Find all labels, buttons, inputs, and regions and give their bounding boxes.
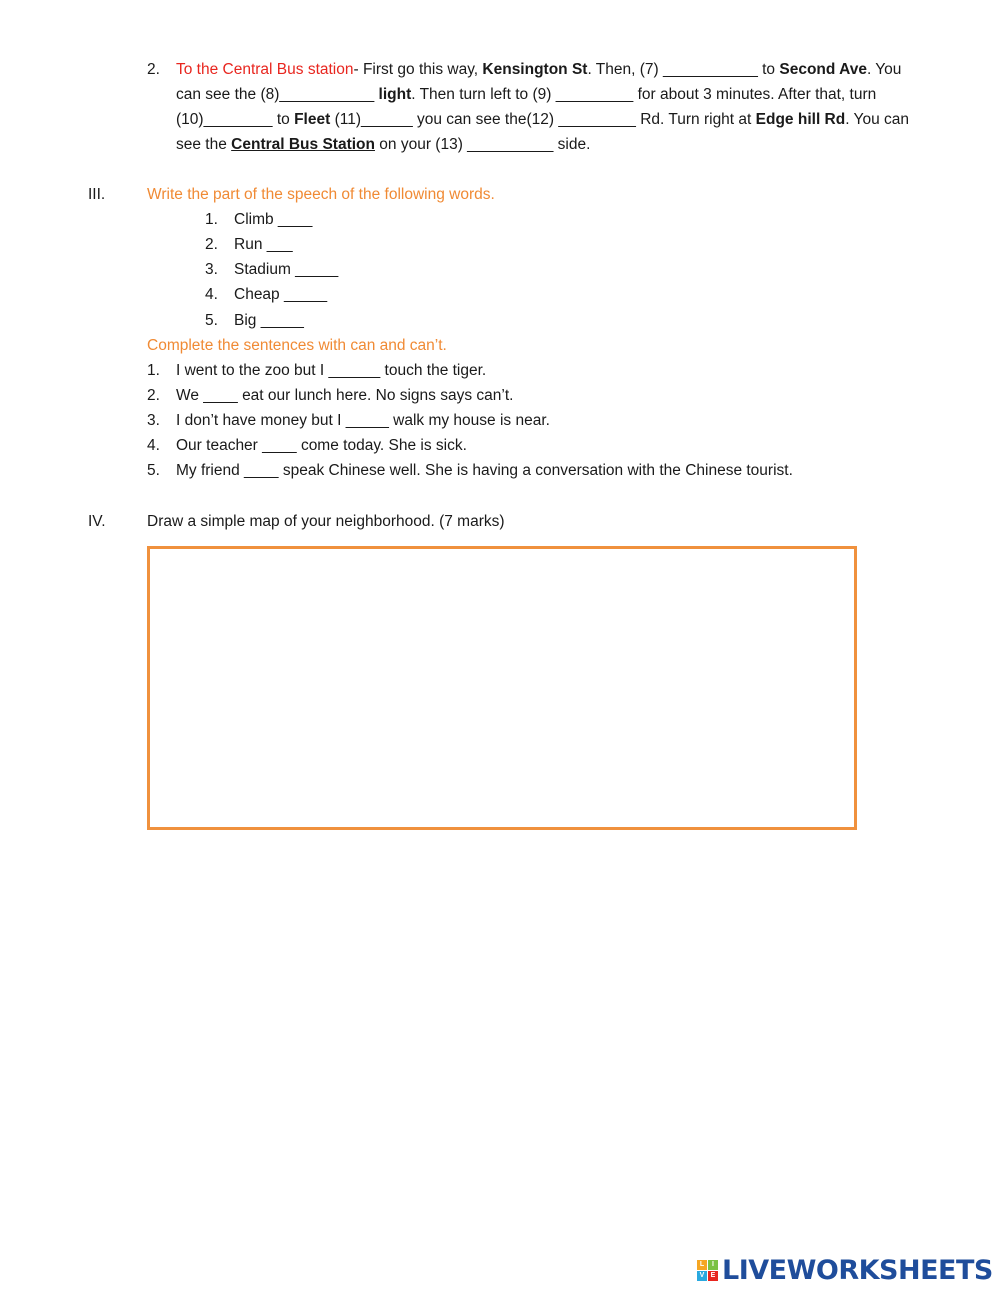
sentence-item[interactable]: I don’t have money but I _____ walk my house is near.: [176, 412, 550, 429]
street-fleet: Fleet: [294, 111, 331, 128]
logo-blocks-icon: [697, 1260, 718, 1281]
section4-numeral: IV.: [88, 513, 106, 530]
logo-block: L: [697, 1260, 707, 1270]
section3-heading: Write the part of the speech of the following words.: [147, 186, 495, 203]
section2-title: To the Central Bus station: [176, 61, 354, 78]
word-item-number: 3.: [205, 261, 218, 278]
word-item[interactable]: Stadium _____: [234, 261, 339, 278]
sentence-item[interactable]: We ____ eat our lunch here. No signs says can’t.: [176, 387, 514, 404]
text-segment: see the: [176, 136, 232, 153]
logo-text: LIVEWORKSHEETS: [722, 1254, 993, 1286]
section2-line-3: [176, 110, 909, 130]
word-item[interactable]: Cheap _____: [234, 286, 328, 303]
sentence-number: 4.: [147, 437, 160, 454]
sentence-number: 1.: [147, 362, 160, 379]
word-item[interactable]: Climb ____: [234, 211, 313, 228]
street-second-ave: Second Ave: [779, 61, 867, 78]
blank-10[interactable]: (10)________ to: [176, 111, 295, 128]
sentence-item[interactable]: I went to the zoo but I ______ touch the tiger.: [176, 362, 487, 379]
word-light: light: [378, 86, 412, 103]
logo-block: E: [708, 1271, 718, 1281]
text-segment: - First go this way,: [353, 61, 483, 78]
section4-heading: Draw a simple map of your neighborhood. (7 marks): [147, 513, 505, 530]
section2-line-2: [176, 85, 876, 105]
section2-line-1: [176, 60, 901, 80]
sentence-number: 2.: [147, 387, 160, 404]
section3-numeral: III.: [88, 186, 106, 203]
map-drawing-area[interactable]: [147, 546, 857, 830]
word-item[interactable]: Run ___: [234, 236, 293, 253]
sentence-item[interactable]: My friend ____ speak Chinese well. She is having a conversation with the Chinese tourist.: [176, 462, 793, 479]
logo-block: I: [708, 1260, 718, 1270]
blank-11-12[interactable]: (11)______ you can see the(12) _________ Rd. Turn right at: [330, 111, 756, 128]
blank-13[interactable]: on your (13) __________ side.: [374, 136, 591, 153]
central-bus-station: Central Bus Station: [231, 136, 375, 153]
liveworksheets-logo: [697, 1255, 993, 1285]
section3-heading-2: Complete the sentences with can and can’t.: [147, 337, 447, 354]
section2-line-4: [176, 135, 590, 155]
blank-9[interactable]: . Then turn left to (9) _________ for about 3 minutes. After that, turn: [411, 86, 877, 103]
street-kensington: Kensington St: [482, 61, 588, 78]
blank-8[interactable]: can see the (8)___________: [176, 86, 379, 103]
sentence-number: 3.: [147, 412, 160, 429]
logo-block: V: [697, 1271, 707, 1281]
word-item-number: 2.: [205, 236, 218, 253]
blank-7[interactable]: . Then, (7) ___________ to: [587, 61, 780, 78]
sentence-number: 5.: [147, 462, 160, 479]
word-item-number: 4.: [205, 286, 218, 303]
word-item[interactable]: Big _____: [234, 312, 304, 329]
word-item-number: 5.: [205, 312, 218, 329]
word-item-number: 1.: [205, 211, 218, 228]
text-segment: . You: [866, 61, 902, 78]
section2-number: 2.: [147, 61, 160, 78]
street-edge-hill: Edge hill Rd: [755, 111, 846, 128]
sentence-item[interactable]: Our teacher ____ come today. She is sick.: [176, 437, 467, 454]
text-segment: . You can: [845, 111, 910, 128]
